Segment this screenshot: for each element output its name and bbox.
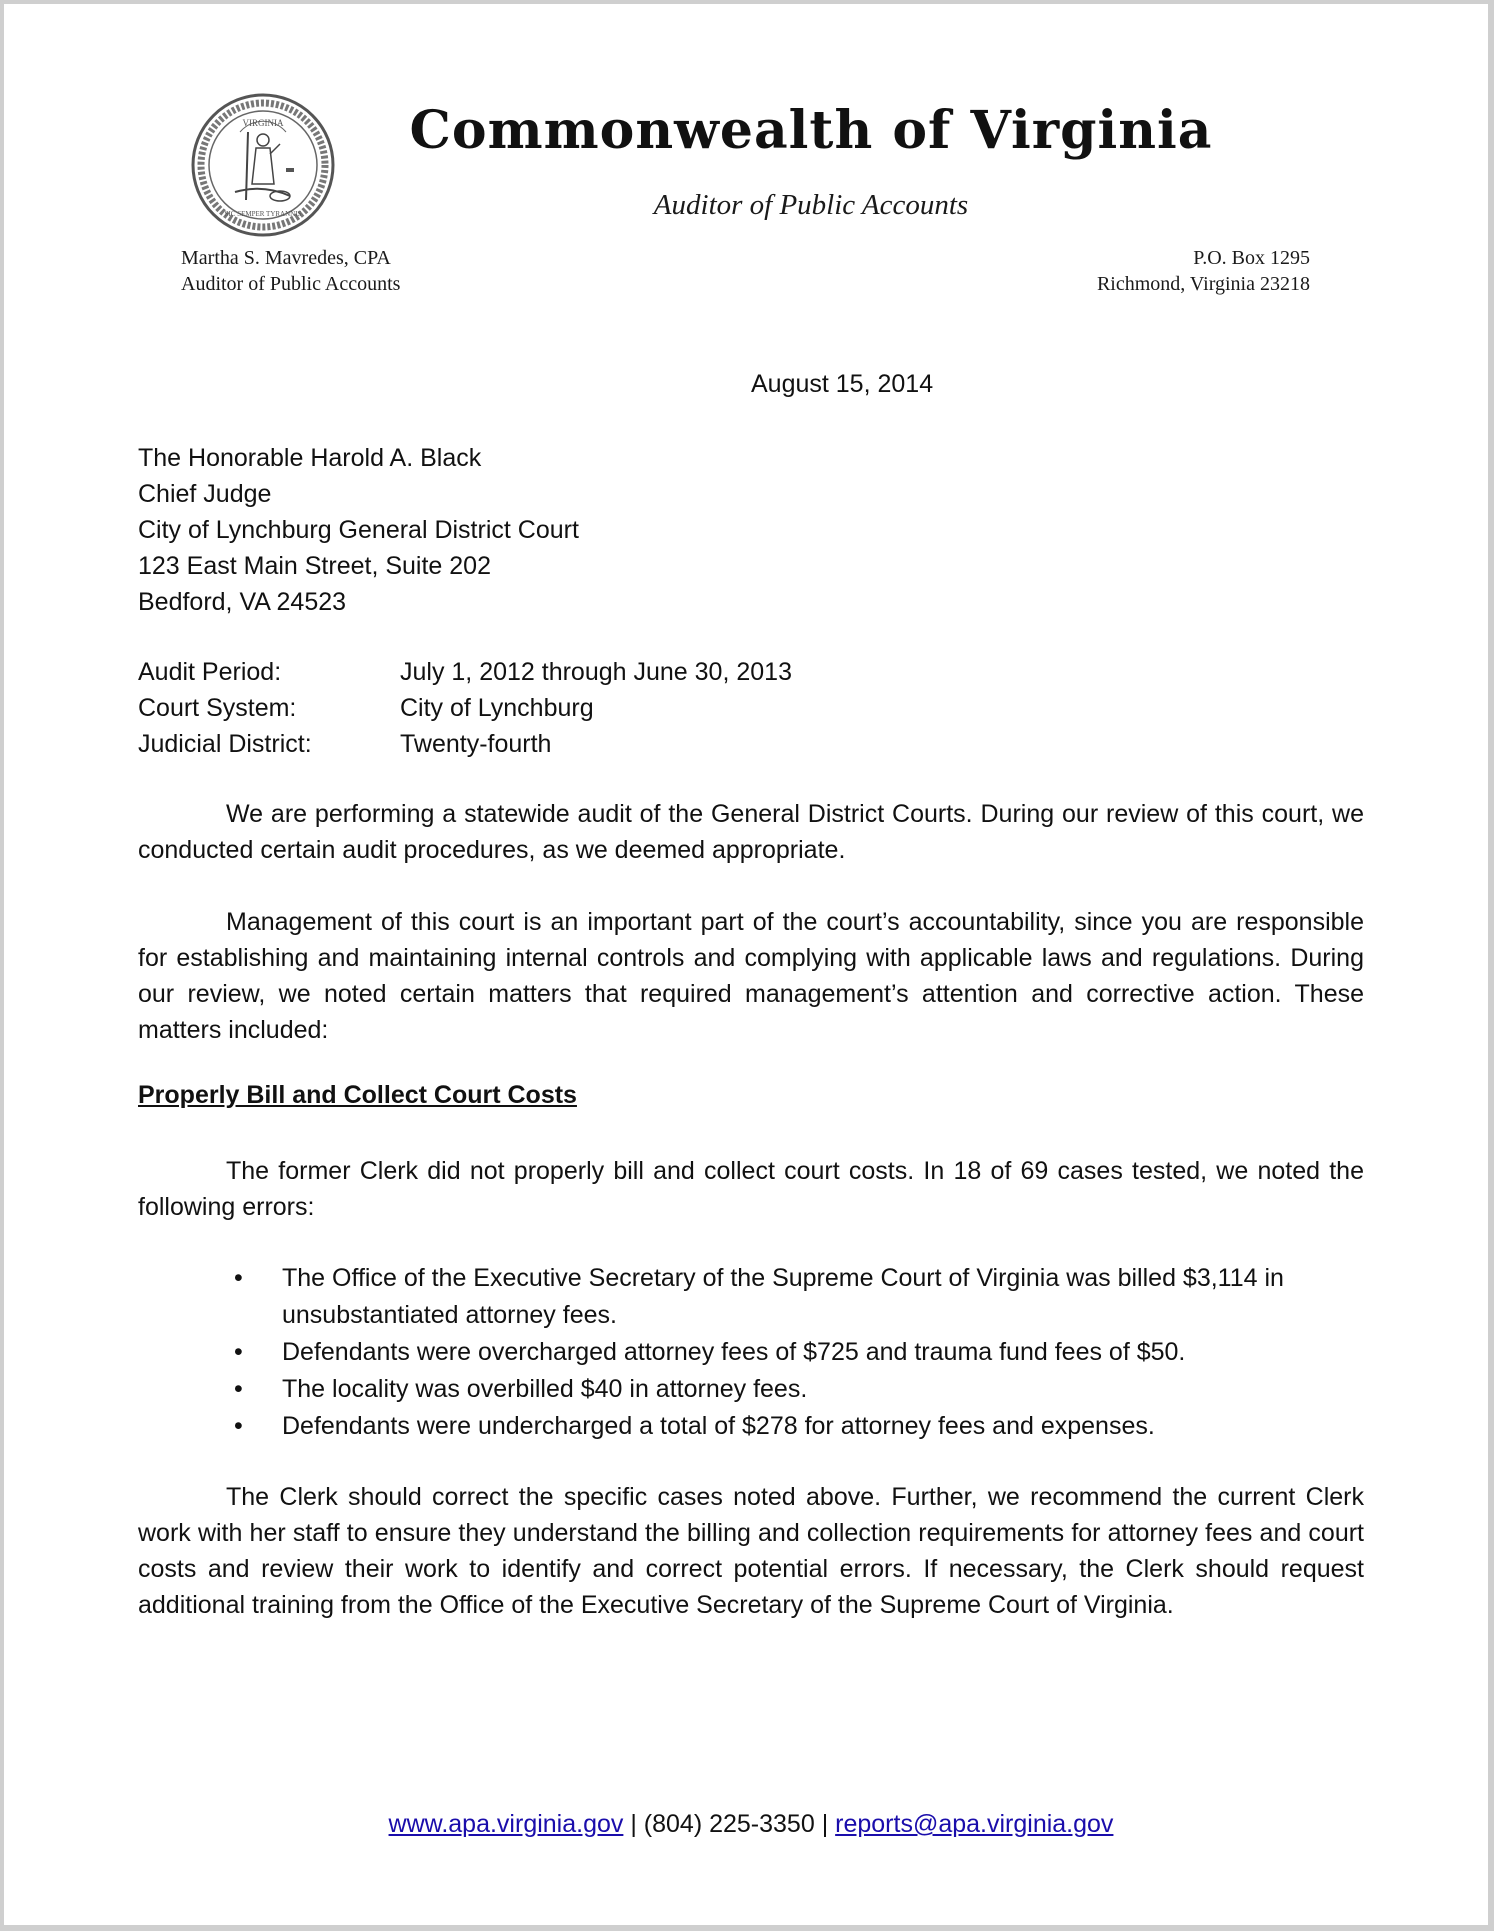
body-paragraph-4 [138,1479,1364,1623]
audit-info-row [138,654,792,690]
recipient-line: Bedford, VA 24523 [138,588,347,616]
svg-text:VIRGINIA: VIRGINIA [242,118,284,128]
audit-info-value: July 1, 2012 through June 30, 2013 [400,658,792,686]
letter-date: August 15, 2014 [751,370,934,398]
list-item [234,1334,1334,1371]
audit-info-value: City of Lynchburg [400,694,594,722]
audit-info [138,654,792,762]
recipient-line: Chief Judge [138,480,272,508]
paragraph-text: We are performing a statewide audit of the General District Courts. During our review of this court, we conducted certain audit procedures, as we deemed appropriate. [138,800,1364,864]
audit-info-row [138,726,792,762]
letterhead-address-block [1097,245,1310,297]
phone-number: (804) 225-3350 [643,1810,815,1838]
paragraph-text: Management of this court is an important part of the court’s accountability, since you are responsible for establishing and maintaining internal controls and complying with applicable laws and regulations. During our review, we noted certain matters that required management’s attention and corrective action. These matters included: [138,908,1364,1044]
audit-info-value: Twenty-fourth [400,730,552,758]
list-item-text: Defendants were overcharged attorney fees of $725 and trauma fund fees of $50. [282,1338,1186,1366]
paragraph-text: The former Clerk did not properly bill and collect court costs. In 18 of 69 cases tested, we noted the following errors: [138,1157,1364,1221]
list-item-text: The locality was overbilled $40 in attorney fees. [282,1375,808,1403]
bullet-icon: • [234,1412,243,1440]
svg-text:SIC SEMPER TYRANNIS: SIC SEMPER TYRANNIS [224,210,302,218]
list-item-text: Defendants were undercharged a total of $278 for attorney fees and expenses. [282,1412,1155,1440]
auditor-name: Martha S. Mavredes, CPA [181,247,391,269]
letterhead-auditor-block [181,245,400,297]
bullet-icon: • [234,1264,243,1292]
po-box: P.O. Box 1295 [1193,247,1310,269]
list-item [234,1260,1334,1334]
audit-info-label: Audit Period: [138,658,282,686]
bullet-icon: • [234,1338,243,1366]
letterhead-title: Commonwealth of Virginia [409,100,1213,161]
body-paragraph-3 [138,1153,1364,1225]
body-paragraph-1 [138,796,1364,868]
footer-separator: | [814,1810,836,1838]
list-item [234,1371,1334,1408]
list-item [234,1408,1334,1445]
paragraph-text: The Clerk should correct the specific cases noted above. Further, we recommend the current Clerk work with her staff to ensure they understand the billing and collection requirements for attorney fees and court costs and review their work to identify and correct potential errors. If necessary, the Clerk should request additional training from the Office of the Executive Secretary of the Supreme Court of Virginia. [138,1483,1364,1619]
footer-contact [4,1810,1494,1839]
audit-info-label: Judicial District: [138,730,312,758]
website-link[interactable]: www.apa.virginia.gov [388,1810,624,1838]
list-item-text: The Office of the Executive Secretary of the Supreme Court of Virginia was billed $3,114 in unsubstantiated attorney fees. [282,1264,1284,1329]
city-state-zip: Richmond, Virginia 23218 [1096,273,1310,295]
section-heading: Properly Bill and Collect Court Costs [138,1081,577,1109]
recipient-line: 123 East Main Street, Suite 202 [138,552,491,580]
recipient-address [138,440,579,620]
audit-info-label: Court System: [138,694,297,722]
audit-info-row [138,690,792,726]
letter-page [4,4,1488,1925]
footer-separator: | [623,1810,644,1838]
recipient-line: City of Lynchburg General District Court [138,516,579,544]
email-link[interactable]: reports@apa.virginia.gov [835,1810,1114,1838]
error-list [234,1260,1334,1445]
bullet-icon: • [234,1375,243,1403]
body-paragraph-2 [138,904,1364,1048]
auditor-role: Auditor of Public Accounts [181,273,401,295]
recipient-line: The Honorable Harold A. Black [138,444,482,472]
letterhead-subtitle: Auditor of Public Accounts [653,189,969,221]
